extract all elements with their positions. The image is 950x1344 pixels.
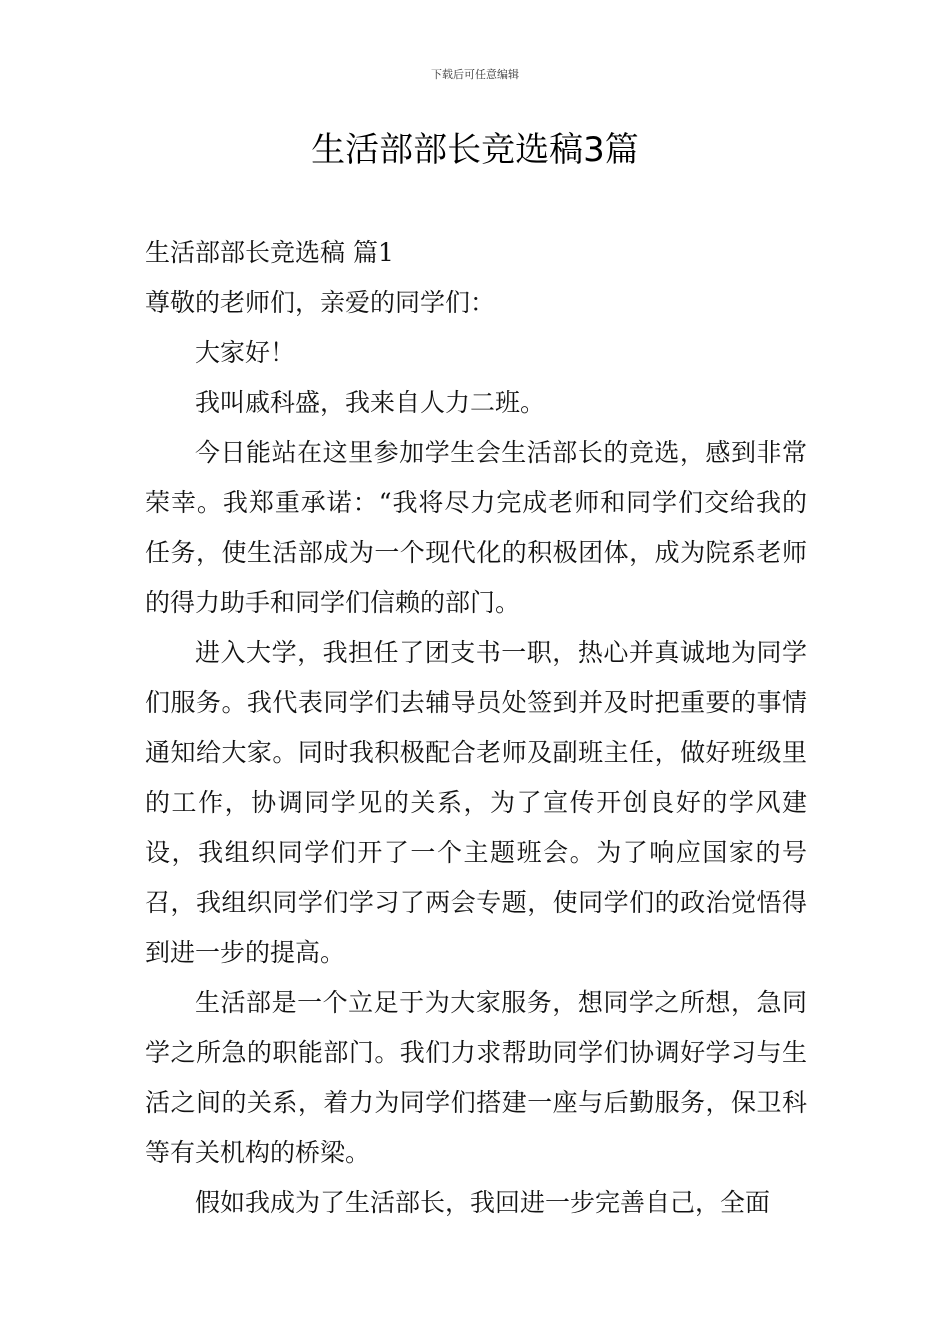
document-title: 生活部部长竞选稿3篇 — [311, 130, 639, 170]
paragraph: 生活部是一个立足于为大家服务，想同学之所想，急同学之所急的职能部门。我们力求帮助同学们协调好学习与生活之间的关系，着力为同学们搭建一座与后勤服务，保卫科等有关机构的桥梁。 — [145, 988, 807, 1167]
paragraph: 假如我成为了生活部长，我回进一步完善自己，全面 — [195, 1188, 771, 1217]
paragraph: 大家好！ — [195, 338, 296, 367]
paragraph: 今日能站在这里参加学生会生活部长的竞选，感到非常荣幸。我郑重承诺：“我将尽力完成老师和同学们交给我的任务，使生活部成为一个现代化的积极团体，成为院系老师的得力助手和同学们信赖的部门。 — [145, 438, 807, 617]
header-note: 下载后可任意编辑 — [431, 68, 519, 81]
paragraph: 进入大学，我担任了团支书一职，热心并真诚地为同学们服务。我代表同学们去辅导员处签到并及时把重要的事情通知给大家。同时我积极配合老师及副班主任，做好班级里的工作，协调同学见的关系，为了宣传开创良好的学风建设，我组织同学们开了一个主题班会。为了响应国家的号召，我组织同学们学习了两会专题，使同学们的政治觉悟得到进一步的提高。 — [145, 638, 807, 967]
section-heading: 生活部部长竞选稿 篇1 — [145, 238, 394, 267]
salutation: 尊敬的老师们，亲爱的同学们： — [145, 288, 496, 317]
document-body — [145, 228, 807, 1228]
paragraph: 我叫戚科盛，我来自人力二班。 — [195, 388, 546, 417]
